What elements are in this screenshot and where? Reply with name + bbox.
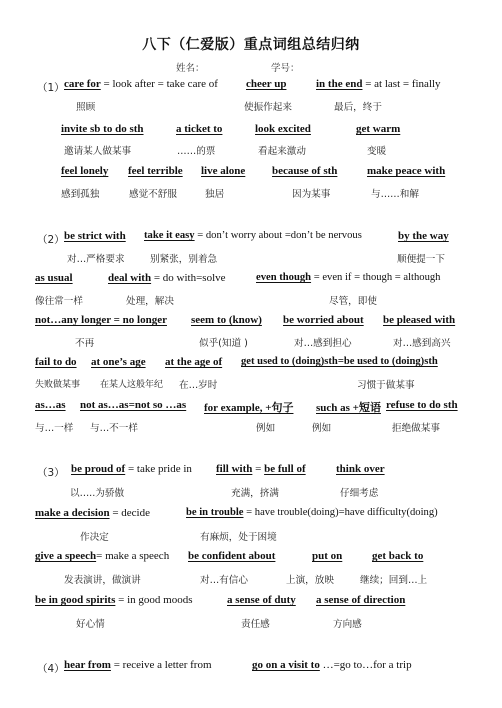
- meaning-a-ticket-to: ……的票: [177, 146, 216, 157]
- phrase-invite-sb: invite sb to do sth: [61, 123, 144, 135]
- phrase-at-ones-age: at one’s age: [91, 356, 146, 368]
- meaning-not-as-as: 与…不一样: [90, 423, 138, 434]
- phrase-for-example: for example, +句子: [204, 402, 294, 414]
- meaning-in-the-end: 最后，终于: [334, 102, 382, 113]
- phrase-text: in the end: [316, 78, 363, 90]
- phrase-text: go on a visit to: [252, 659, 320, 671]
- meaning-as-as: 与…一样: [35, 423, 74, 434]
- meaning-get-back-to: 继续；回到…上: [360, 575, 428, 586]
- meaning-a-sense-of-direction: 方向感: [333, 619, 362, 630]
- phrase-by-the-way: by the way: [398, 230, 449, 242]
- phrase-get-warm: get warm: [356, 123, 401, 135]
- phrase-equivalent: = even if = though = although: [311, 272, 441, 283]
- meaning-fail-to-do: 失败做某事: [35, 380, 81, 390]
- section-3-number: （3）: [37, 467, 65, 479]
- phrase-a-sense-of-duty: a sense of duty: [227, 594, 296, 606]
- phrase-equivalent: = have trouble(doing)=have difficulty(doing): [243, 507, 438, 518]
- phrase-make-a-decision: [35, 507, 150, 519]
- phrase-go-on-a-visit-to: [252, 659, 412, 671]
- phrase-text: care for: [64, 78, 101, 90]
- meaning-be-strict-with: 对…严格要求: [67, 254, 125, 265]
- meaning-seem-to-know: 似乎(知道 ): [199, 338, 248, 349]
- phrase-get-used-to: get used to (doing)sth=be used to (doing)sth: [241, 356, 438, 367]
- phrase-be-confident-about: be confident about: [188, 550, 276, 562]
- meaning-live-alone: 独居: [205, 189, 225, 200]
- phrase-hear-from: [64, 659, 212, 671]
- meaning-even-though: 尽管，即使: [329, 296, 377, 307]
- phrase-seem-to-know: seem to (know): [191, 314, 262, 326]
- meaning-feel-lonely: 感到孤独: [61, 189, 100, 200]
- phrase-fill-with: [216, 463, 306, 475]
- section-1-number: （1）: [37, 82, 65, 94]
- meaning-cheer-up: 使振作起来: [244, 102, 292, 113]
- meaning-put-on: 上演，放映: [286, 575, 334, 586]
- phrase-give-a-speech: [35, 550, 169, 562]
- phrase-equivalent: = decide: [109, 507, 150, 519]
- phrase-text: deal with: [108, 272, 152, 284]
- meaning-at-ones-age: 在某人这般年纪: [100, 380, 164, 390]
- meaning-be-worried-about: 对…感到担心: [294, 338, 352, 349]
- phrase-be-pleased-with: be pleased with: [383, 314, 456, 326]
- phrase-equivalent: = look after = take care of: [100, 78, 218, 90]
- phrase-a-sense-of-direction: a sense of direction: [316, 594, 406, 606]
- phrase-refuse-to-do: refuse to do sth: [386, 399, 458, 411]
- phrase-care-for: [64, 78, 218, 90]
- phrase-text: even though: [256, 272, 312, 283]
- phrase-equivalent: = don’t worry about =don’t be nervous: [194, 230, 362, 241]
- phrase-live-alone: live alone: [201, 165, 246, 177]
- phrase-put-on: put on: [312, 550, 343, 562]
- meaning-at-the-age-of: 在…岁时: [179, 380, 218, 391]
- section-2-number: （2）: [37, 234, 65, 246]
- phrase-text: give a speech: [35, 550, 97, 562]
- meaning-think-over: 仔细考虑: [340, 488, 379, 499]
- student-id-label: 学号：: [271, 63, 300, 74]
- phrase-equivalent: = take pride in: [125, 463, 192, 475]
- meaning-be-pleased-with: 对…感到高兴: [393, 338, 451, 349]
- phrase-equivalent: = in good moods: [115, 594, 193, 606]
- phrase-feel-terrible: feel terrible: [128, 165, 183, 177]
- phrase-in-the-end: [316, 78, 441, 90]
- phrase-equivalent: = do with=solve: [151, 272, 226, 284]
- name-label: 姓名：: [176, 63, 205, 74]
- phrase-because-of: because of sth: [272, 165, 338, 177]
- meaning-invite-sb: 邀请某人做某事: [64, 146, 132, 157]
- meaning-for-example: 例如: [256, 423, 276, 434]
- meaning-look-excited: 看起来激动: [258, 146, 306, 157]
- phrase-equivalent: = at last = finally: [362, 78, 441, 90]
- phrase-such-as: such as +短语: [316, 402, 381, 414]
- phrase-text: be proud of: [71, 463, 126, 475]
- meaning-be-in-good-spirits: 好心情: [76, 619, 105, 630]
- phrase-be-in-good-spirits: [35, 594, 193, 606]
- meaning-be-proud-of: 以…..为骄傲: [70, 488, 125, 499]
- phrase-as-as: as…as: [35, 399, 66, 411]
- meaning-get-used-to: 习惯于做某事: [357, 380, 415, 391]
- phrase-equivalent: = make a speech: [96, 550, 170, 562]
- phrase-take-it-easy: [144, 230, 362, 241]
- phrase-be-worried-about: be worried about: [283, 314, 364, 326]
- page-title: 八下（仁爱版）重点词组总结归纳: [142, 37, 360, 53]
- phrase-text: be in trouble: [186, 507, 244, 518]
- phrase-not-as-as: not as…as=not so …as: [80, 399, 187, 411]
- phrase-get-back-to: get back to: [372, 550, 424, 562]
- phrase-be-proud-of: [71, 463, 192, 475]
- phrase-think-over: think over: [336, 463, 385, 475]
- phrase-text: fill with: [216, 463, 253, 475]
- meaning-take-it-easy: 别紧张，别着急: [150, 254, 218, 265]
- phrase-as-usual: as usual: [35, 272, 73, 284]
- meaning-get-warm: 变暖: [367, 146, 387, 157]
- phrase-cheer-up: cheer up: [246, 78, 287, 90]
- phrase-look-excited: look excited: [255, 123, 311, 135]
- phrase-even-though: [256, 272, 440, 283]
- phrase-no-longer: not…any longer = no longer: [35, 314, 167, 326]
- meaning-such-as: 例如: [312, 423, 332, 434]
- phrase-text: be in good spirits: [35, 594, 116, 606]
- meaning-no-longer: 不再: [75, 338, 95, 349]
- meaning-as-usual: 像往常一样: [35, 296, 83, 307]
- meaning-because-of: 因为某事: [292, 189, 331, 200]
- phrase-be-in-trouble: [186, 507, 438, 518]
- phrase-fail-to-do: fail to do: [35, 356, 77, 368]
- meaning-care-for: 照顾: [76, 102, 96, 113]
- meaning-be-in-trouble: 有麻烦，处于困境: [200, 532, 277, 543]
- phrase-equivalent: = receive a letter from: [110, 659, 212, 671]
- phrase-make-peace-with: make peace with: [367, 165, 446, 177]
- phrase-a-ticket-to: a ticket to: [176, 123, 223, 135]
- phrase-deal-with: [108, 272, 226, 284]
- meaning-make-a-decision: 作决定: [80, 532, 109, 543]
- meaning-make-peace-with: 与……和解: [371, 189, 419, 200]
- phrase-text: take it easy: [144, 230, 195, 241]
- phrase-be-strict-with: be strict with: [64, 230, 126, 242]
- meaning-by-the-way: 顺便提一下: [397, 254, 445, 265]
- meaning-feel-terrible: 感觉不舒服: [129, 189, 177, 200]
- meaning-fill-with: 充满，挤满: [231, 488, 279, 499]
- meaning-give-a-speech: 发表演讲，做演讲: [64, 575, 141, 586]
- phrase-text-2: be full of: [264, 463, 306, 475]
- meaning-deal-with: 处理，解决: [126, 296, 174, 307]
- phrase-equivalent: …=go to…for a trip: [319, 659, 412, 671]
- meaning-refuse-to-do: 拒绝做某事: [392, 423, 440, 434]
- phrase-equivalent: =: [252, 463, 265, 475]
- phrase-at-the-age-of: at the age of: [165, 356, 223, 368]
- phrase-text: make a decision: [35, 507, 110, 519]
- section-4-number: （4）: [37, 663, 65, 675]
- phrase-feel-lonely: feel lonely: [61, 165, 109, 177]
- meaning-be-confident-about: 对…有信心: [200, 575, 248, 586]
- meaning-a-sense-of-duty: 责任感: [241, 619, 270, 630]
- phrase-text: hear from: [64, 659, 111, 671]
